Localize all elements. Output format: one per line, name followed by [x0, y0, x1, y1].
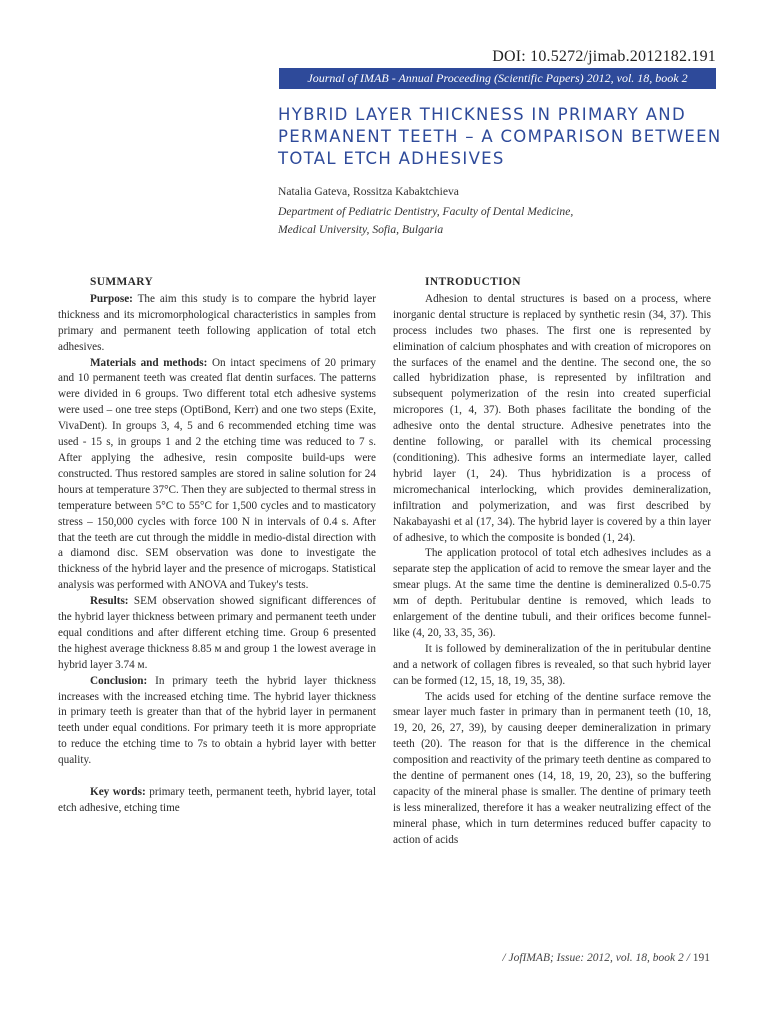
- results-paragraph: [58, 594, 376, 674]
- authors: Natalia Gateva, Rossitza Kabaktchieva: [278, 185, 459, 198]
- purpose-label: Purpose:: [90, 292, 133, 305]
- title-line-2: PERMANENT TEETH – A COMPARISON BETWEEN: [278, 127, 722, 146]
- results-label: Results:: [90, 595, 129, 608]
- affiliation-line-2: Medical University, Sofia, Bulgaria: [278, 223, 444, 236]
- intro-paragraph-3: It is followed by demineralization of the in peritubular dentine and a network of collagen fibres is revealed, so that such hybrid layer can be formed (12, 15, 18, 19, 35, 38).: [393, 642, 711, 687]
- title-line-1: HYBRID LAYER THICKNESS IN PRIMARY AND: [278, 105, 686, 124]
- purpose-text: The aim this study is to compare the hybrid layer thickness and its micromorphological characteristics in samples from primary and permanent teeth following application of total etch adhesives.: [58, 292, 376, 353]
- conclusion-text: In primary teeth the hybrid layer thickness increases with the increased etching time. The hybrid layer thickness in primary teeth is greater than that of the hybrid layer in permanent teeth under equal conditions. For primary teeth it is more appropriate to reduce the etching time to 7s to obtain a hybrid layer with better quality.: [58, 674, 376, 767]
- page-number: 191: [692, 952, 710, 964]
- conclusion-label: Conclusion:: [90, 674, 148, 687]
- page-footer: [502, 952, 710, 964]
- introduction-heading: INTRODUCTION: [425, 276, 521, 288]
- doi: DOI: 10.5272/jimab.2012182.191: [492, 48, 716, 65]
- summary-column: [58, 275, 376, 817]
- introduction-column: [393, 275, 711, 849]
- affiliation-line-1: Department of Pediatric Dentistry, Faculty of Dental Medicine,: [278, 205, 574, 218]
- conclusion-paragraph: [58, 674, 376, 769]
- methods-label: Materials and methods:: [90, 356, 208, 369]
- title-line-3: TOTAL ETCH ADHESIVES: [278, 149, 505, 168]
- affiliation: [278, 203, 573, 239]
- journal-banner: Journal of IMAB - Annual Proceeding (Scientific Papers) 2012, vol. 18, book 2: [279, 68, 716, 89]
- purpose-paragraph: [58, 292, 376, 356]
- footer-citation: / JofIMAB; Issue: 2012, vol. 18, book 2 /: [502, 952, 690, 964]
- summary-heading: SUMMARY: [90, 276, 154, 288]
- keywords-label: Key words:: [90, 786, 146, 799]
- keywords-text: primary teeth, permanent teeth, hybrid layer, total etch adhesive, etching time: [58, 786, 377, 814]
- methods-paragraph: [58, 356, 376, 595]
- intro-paragraph-2: The application protocol of total etch adhesives includes as a separate step the application of acid to remove the smear layer and the smear plugs. At the same time the dentine is demineralized 0.5-0.75 мm of depth. Peritubular dentine is removed, which leads to enlargement of the dentine tubuli, and their orifices become funnel-like (4, 20, 33, 35, 36).: [393, 547, 711, 639]
- results-text: SEM observation showed significant differences of the hybrid layer thickness between primary and permanent teeth under equal conditions and after different etching time. Group 6 presented the highest average thickness 8.85 м and group 1 the lowest average in hybrid layer 3.74 м.: [58, 595, 376, 671]
- article-title: [278, 104, 728, 170]
- methods-text: On intact specimens of 20 primary and 10 permanent teeth was created flat dentin surfaces. The patterns were divided in 6 groups. Two different total etch adhesive systems were used – one tree steps (OptiBond, Kerr) and one two steps (Exite, VivaDent). In groups 3, 4, 5 and 6 recommended etching time was used - 15 s, in groups 1 and 2 the etching time was reduced to 7 s. After applying the adhesive, resin composite build-ups were constructed. Thus restored samples are stored in saline solution for 24 hours at temperature 37°C. Then they are subjected to thermal stress in temperature between 5°C to 55°C for 1,500 cycles and to masticatory stress – 150,000 cycles with force 100 N in intervals of 0.4 s. After that the teeth are cut through the middle in medio-distal direction with a diamond disc. SEM observation was done to investigate the thickness of the hybrid layer and the presence of microgaps. Statistical analysis was performed with ANOVA and Tukey's tests.: [58, 356, 376, 592]
- intro-paragraph-1: Adhesion to dental structures is based on a process, where inorganic dental structure is replaced by synthetic resin (34, 37). This process includes two phases. The first one is represented by elimination of calcium phosphates and with creation of micropores on the surfaces of the enamel and the dentine. The second one, the so called hybridization phase, is represented by infiltration and subsequent polymerization of the resin into created superficial micropores (1, 4, 37). Both phases facilitate the bonding of the adhesive onto the dental structure. Adhesive penetrates into the dentine following, or parallel with its chemical processing (conditioning). This adhesive forms an intermediate layer, called hybrid layer (1, 24). Thus hybridization is a process of micromechanical interlocking, which provides demineralization, infiltration and polymerization, and was first described by Nakabayashi et al (17, 34). The hybrid layer is covered by a thin layer of adhesive, to which the composite is bonded (1, 24).: [393, 292, 711, 544]
- intro-paragraph-4: The acids used for etching of the dentine surface remove the smear layer much faster in primary than in permanent teeth (10, 18, 19, 20, 26, 27, 39), by causing deeper demineralization in primary teeth (20). The reason for that is the difference in the chemical composition and reactivity of the primary teeth dentine as compared to the dentine of permanent ones (14, 18, 19, 20, 23), so the buffering capacity of the mineral phase is smaller. The dentine of primary teeth is less mineralized, therefore it has a weaker neutralizing effect of the mineral phase, which in turn determines reduced buffer capacity to action of acids: [393, 690, 711, 846]
- keywords-paragraph: [58, 785, 376, 817]
